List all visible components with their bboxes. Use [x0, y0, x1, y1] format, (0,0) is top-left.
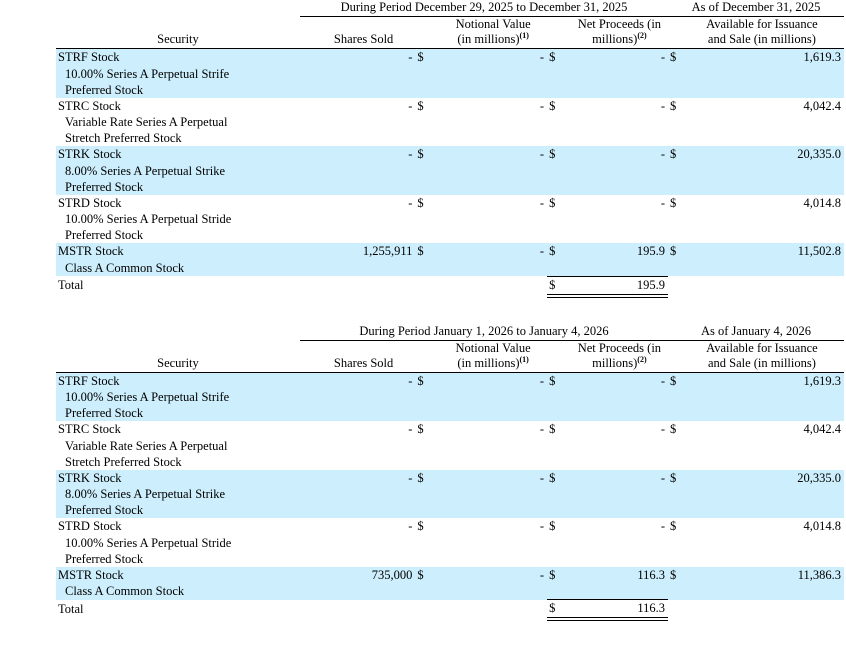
row-ticker: STRK Stock [56, 146, 300, 163]
row-available: 4,042.4 [680, 98, 844, 115]
row-shares-sold: 735,000 [300, 567, 415, 584]
currency-symbol-net: $ [547, 372, 559, 389]
table-row [56, 518, 844, 535]
securities-table-january [56, 324, 844, 622]
header-available-line1: Available for Issuance [706, 340, 818, 355]
row-shares-sold: - [300, 195, 415, 212]
currency-symbol-notional: $ [415, 49, 427, 66]
row-ticker: STRD Stock [56, 518, 300, 535]
securities-table-december [56, 0, 844, 298]
row-net-proceeds: - [559, 470, 668, 487]
row-description [56, 535, 844, 567]
row-net-proceeds: - [559, 372, 668, 389]
row-ticker: STRK Stock [56, 470, 300, 487]
row-description [56, 260, 844, 277]
description-line: 10.00% Series A Perpetual Stride [65, 535, 232, 550]
row-available: 1,619.3 [680, 372, 844, 389]
table-row [56, 243, 844, 260]
row-shares-sold: - [300, 470, 415, 487]
currency-symbol-available: $ [668, 470, 680, 487]
column-header-row [56, 17, 844, 49]
row-notional-value: - [427, 421, 547, 438]
table-row-description [56, 114, 844, 146]
row-notional-value: - [427, 146, 547, 163]
row-available: 4,014.8 [680, 195, 844, 212]
row-notional-value: - [427, 470, 547, 487]
currency-symbol-available: $ [668, 195, 680, 212]
header-net-proceeds-january [559, 340, 680, 372]
table-row [56, 195, 844, 212]
header-net-line2: millions) [592, 32, 638, 46]
row-net-proceeds: - [559, 421, 668, 438]
table-row-description [56, 438, 844, 470]
currency-symbol-notional: $ [415, 567, 427, 584]
total-net-proceeds: 195.9 [559, 276, 668, 294]
description-line: 10.00% Series A Perpetual Strife [65, 66, 230, 81]
row-shares-sold: - [300, 49, 415, 66]
currency-symbol-net: $ [547, 470, 559, 487]
currency-symbol-available: $ [668, 567, 680, 584]
table-row-description [56, 389, 844, 421]
row-net-proceeds: - [559, 518, 668, 535]
footnote-marker-2-december: (2) [637, 30, 647, 40]
currency-symbol-available: $ [668, 146, 680, 163]
header-net-line1: Net Proceeds (in [577, 17, 662, 31]
row-available: 4,014.8 [680, 518, 844, 535]
currency-symbol-available: $ [668, 49, 680, 66]
header-available-line2: and Sale (in millions) [707, 355, 816, 370]
currency-symbol-available: $ [668, 518, 680, 535]
row-description [56, 114, 844, 146]
double-rule [559, 618, 668, 621]
row-available: 11,386.3 [680, 567, 844, 584]
currency-symbol-net: $ [547, 146, 559, 163]
description-line: 10.00% Series A Perpetual Strife [65, 390, 230, 404]
header-notional-value-december [427, 17, 559, 49]
currency-symbol-notional: $ [415, 470, 427, 487]
group-header-asof-january: As of January 4, 2026 [668, 324, 844, 341]
total-label: Total [58, 601, 84, 616]
total-row-december [56, 276, 844, 294]
row-shares-sold: - [300, 146, 415, 163]
table-row [56, 49, 844, 66]
currency-symbol-available: $ [668, 421, 680, 438]
total-row-january [56, 600, 844, 618]
row-description [56, 389, 844, 421]
header-available-line1: Available for Issuance [706, 17, 818, 31]
description-line: Class A Common Stock [65, 584, 185, 598]
currency-symbol-net: $ [547, 518, 559, 535]
row-net-proceeds: - [559, 98, 668, 115]
currency-symbol-net: $ [547, 243, 559, 260]
currency-symbol-notional: $ [415, 518, 427, 535]
total-currency-symbol: $ [547, 276, 559, 294]
group-header-period-january: During Period January 1, 2026 to January 4, 2026 [300, 324, 668, 341]
description-line: Preferred Stock [65, 406, 144, 420]
row-shares-sold: - [300, 372, 415, 389]
row-notional-value: - [427, 98, 547, 115]
column-header-row [56, 340, 844, 372]
description-line: 8.00% Series A Perpetual Strike [65, 163, 226, 178]
row-description [56, 163, 844, 195]
header-notional-line2: (in millions) [457, 32, 520, 46]
group-header-spacer [56, 0, 300, 17]
group-header-row [56, 324, 844, 341]
currency-symbol-notional: $ [415, 146, 427, 163]
table-row-description [56, 583, 844, 600]
header-available-line2: and Sale (in millions) [707, 32, 816, 46]
description-line: Preferred Stock [65, 228, 144, 242]
row-shares-sold: - [300, 98, 415, 115]
currency-symbol-net: $ [547, 98, 559, 115]
header-notional-line1: Notional Value [455, 17, 531, 31]
group-header-asof-december: As of December 31, 2025 [668, 0, 844, 17]
row-notional-value: - [427, 518, 547, 535]
header-available-december [680, 17, 844, 49]
table-row-description [56, 66, 844, 98]
currency-symbol-net: $ [547, 49, 559, 66]
table-header-january [56, 324, 844, 373]
description-line: Preferred Stock [65, 503, 144, 517]
table-row [56, 567, 844, 584]
row-description [56, 583, 844, 600]
table-row-description [56, 163, 844, 195]
table-row-description [56, 260, 844, 277]
group-header-spacer [56, 324, 300, 341]
header-shares-sold-december: Shares Sold [300, 17, 427, 49]
description-line: Class A Common Stock [65, 260, 185, 275]
total-double-underline-january [56, 618, 844, 621]
row-description [56, 66, 844, 98]
table-row [56, 98, 844, 115]
row-description [56, 211, 844, 243]
row-ticker: STRC Stock [56, 98, 300, 115]
row-ticker: MSTR Stock [56, 567, 300, 584]
table-body-december [56, 49, 844, 298]
description-line: Stretch Preferred Stock [65, 131, 182, 145]
row-notional-value: - [427, 49, 547, 66]
table-row [56, 146, 844, 163]
table-row [56, 372, 844, 389]
row-available: 1,619.3 [680, 49, 844, 66]
description-line: Preferred Stock [65, 82, 144, 97]
description-line: Preferred Stock [65, 551, 144, 566]
row-net-proceeds: - [559, 49, 668, 66]
description-line: Stretch Preferred Stock [65, 454, 182, 469]
header-notional-line2: (in millions) [457, 355, 520, 370]
row-shares-sold: 1,255,911 [300, 243, 415, 260]
double-rule [547, 618, 559, 621]
table-separator [0, 298, 846, 324]
header-security-january: Security [56, 340, 300, 372]
row-ticker: STRF Stock [56, 49, 300, 66]
row-notional-value: - [427, 243, 547, 260]
header-net-line1: Net Proceeds (in [577, 340, 662, 355]
row-available: 11,502.8 [680, 243, 844, 260]
table-body-january [56, 372, 844, 621]
row-net-proceeds: - [559, 146, 668, 163]
total-currency-symbol: $ [547, 600, 559, 618]
row-description [56, 486, 844, 518]
row-available: 4,042.4 [680, 421, 844, 438]
description-line: Variable Rate Series A Perpetual [65, 438, 228, 453]
description-line: 8.00% Series A Perpetual Strike [65, 487, 226, 501]
group-header-period-december: During Period December 29, 2025 to December 31, 2025 [300, 0, 668, 17]
row-net-proceeds: 116.3 [559, 567, 668, 584]
currency-symbol-notional: $ [415, 243, 427, 260]
description-line: Variable Rate Series A Perpetual [65, 115, 228, 129]
row-shares-sold: - [300, 518, 415, 535]
currency-symbol-notional: $ [415, 195, 427, 212]
footnote-marker-1-december: (1) [519, 30, 529, 40]
header-available-january [680, 340, 844, 372]
header-net-proceeds-december [559, 17, 680, 49]
currency-symbol-available: $ [668, 243, 680, 260]
row-ticker: STRD Stock [56, 195, 300, 212]
row-ticker: MSTR Stock [56, 243, 300, 260]
row-notional-value: - [427, 372, 547, 389]
table-row [56, 421, 844, 438]
row-notional-value: - [427, 195, 547, 212]
description-line: Preferred Stock [65, 179, 144, 194]
currency-symbol-available: $ [668, 98, 680, 115]
row-ticker: STRF Stock [56, 372, 300, 389]
description-line: 10.00% Series A Perpetual Stride [65, 212, 232, 226]
row-available: 20,335.0 [680, 146, 844, 163]
row-available: 20,335.0 [680, 470, 844, 487]
table-row-description [56, 211, 844, 243]
currency-symbol-notional: $ [415, 421, 427, 438]
table-row-description [56, 486, 844, 518]
currency-symbol-net: $ [547, 567, 559, 584]
total-label: Total [58, 278, 84, 292]
row-notional-value: - [427, 567, 547, 584]
header-notional-value-january [427, 340, 559, 372]
table-row-description [56, 535, 844, 567]
row-ticker: STRC Stock [56, 421, 300, 438]
row-description [56, 438, 844, 470]
table-row [56, 470, 844, 487]
header-net-line2: millions) [592, 355, 638, 370]
currency-symbol-net: $ [547, 195, 559, 212]
row-net-proceeds: 195.9 [559, 243, 668, 260]
currency-symbol-net: $ [547, 421, 559, 438]
table-header-december [56, 0, 844, 49]
header-security-december: Security [56, 17, 300, 49]
row-shares-sold: - [300, 421, 415, 438]
currency-symbol-notional: $ [415, 372, 427, 389]
footnote-marker-2-january: (2) [637, 354, 647, 364]
header-notional-line1: Notional Value [455, 340, 531, 355]
total-net-proceeds: 116.3 [559, 600, 668, 618]
currency-symbol-available: $ [668, 372, 680, 389]
row-net-proceeds: - [559, 195, 668, 212]
group-header-row [56, 0, 844, 17]
currency-symbol-notional: $ [415, 98, 427, 115]
header-shares-sold-january: Shares Sold [300, 340, 427, 372]
footnote-marker-1-january: (1) [519, 354, 529, 364]
